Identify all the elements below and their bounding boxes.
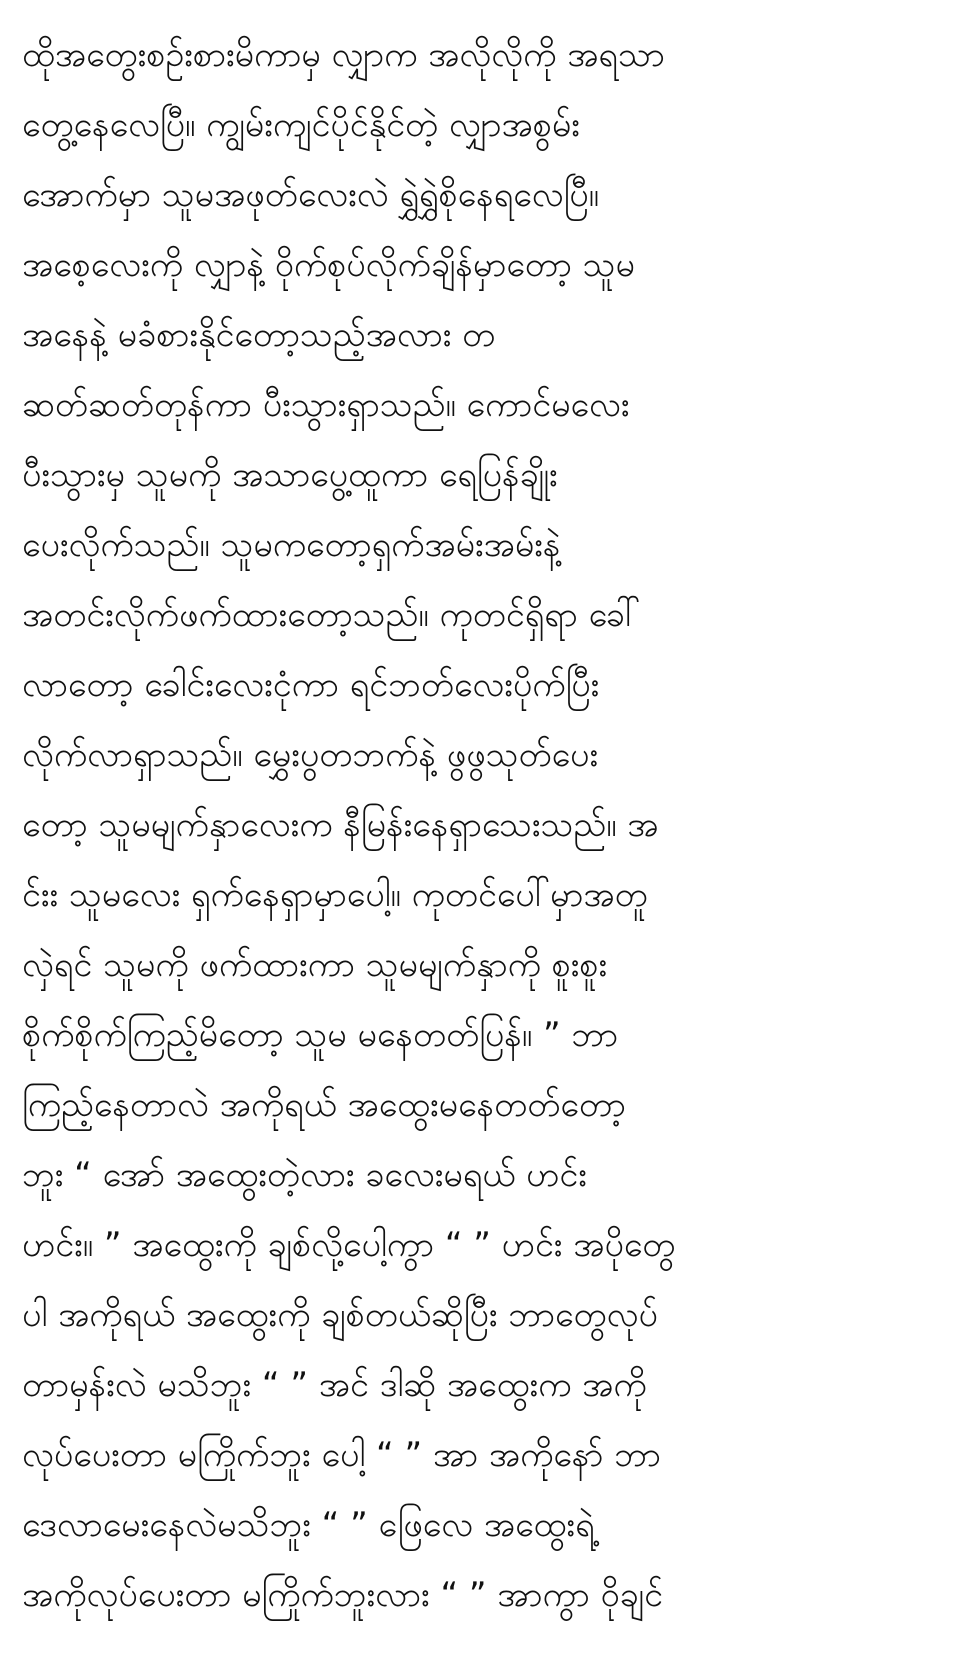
- text-line: ပီးသွားမှ သူမကို အသာပွေ့ထူကာ ရေပြန်ချိုး: [22, 455, 558, 495]
- text-line: လိုက်လာရှာသည်။ မွှေးပွတဘက်နဲ့ ဖွဖွသုတ်ပေး: [22, 735, 599, 775]
- text-line: ဒေလာမေးနေလဲမသိဘူး “ ” ဖြေလေ အထွေးရဲ့: [22, 1505, 595, 1545]
- text-line: အစေ့လေးကို လျှာနဲ့ ဝိုက်စုပ်လိုက်ချိန်မှာတော့ သူမ: [22, 245, 635, 285]
- text-line: ဟင်း။ ” အထွေးကို ချစ်လို့ပေါ့ကွာ “ ” ဟင်း အပိုတွေ: [22, 1225, 676, 1265]
- text-line: ဘူး “ အော် အထွေးတဲ့လား ခလေးမရယ် ဟင်း: [22, 1155, 587, 1195]
- text-line: စိုက်စိုက်ကြည့်မိတော့ သူမ မနေတတ်ပြန်။ ” ဘာ: [22, 1015, 619, 1055]
- story-text: [22, 20, 953, 1630]
- text-line: တွေ့နေလေပြီ။ ကျွမ်းကျင်ပိုင်နိုင်တဲ့ လျှာအစွမ်း: [22, 105, 580, 145]
- text-line: ထိုအတွေးစဉ်းစားမိကာမှ လျှာက အလိုလိုကို အရသာ: [22, 35, 665, 75]
- text-line: တာမှန်းလဲ မသိဘူး “ ” အင် ဒါဆို အထွေးက အကို: [22, 1365, 647, 1405]
- text-line: အတင်းလိုက်ဖက်ထားတော့သည်။ ကုတင်ရှိရာ ခေါ်: [22, 595, 641, 635]
- text-line: ဆတ်ဆတ်တုန်ကာ ပီးသွားရှာသည်။ ကောင်မလေး: [22, 385, 630, 425]
- text-line: ကြည့်နေတာလဲ အကိုရယ် အထွေးမနေတတ်တော့: [22, 1085, 626, 1125]
- text-line: အောက်မှာ သူမအဖုတ်လေးလဲ ရွှဲရွှဲစိုနေရလေပြီ။: [22, 175, 599, 215]
- text-line: ပါ အကိုရယ် အထွေးကို ချစ်တယ်ဆိုပြီး ဘာတွေလုပ်: [22, 1295, 658, 1335]
- text-line: ပေးလိုက်သည်။ သူမကတော့ရှက်အမ်းအမ်းနဲ့: [22, 525, 561, 565]
- text-line: အနေနဲ့ မခံစားနိုင်တော့သည့်အလား တ: [22, 315, 496, 355]
- text-line: လာတော့ ခေါင်းလေးငုံကာ ရင်ဘတ်လေးပိုက်ပြီး: [22, 665, 600, 705]
- text-line: င်းး သူမလေး ရှက်နေရှာမှာပေါ့။ ကုတင်ပေါ်မှာအတူ: [22, 875, 648, 915]
- text-line: လှဲရင် သူမကို ဖက်ထားကာ သူမမျက်နှာကို စူးစူး: [22, 945, 608, 985]
- text-line: အကိုလုပ်ပေးတာ မကြိုက်ဘူးလား “ ” အာကွာ ဝိုချင်: [22, 1575, 664, 1615]
- text-line: လုပ်ပေးတာ မကြိုက်ဘူး ပေါ့ “ ” အာ အကိုနော် ဘာ: [22, 1435, 661, 1475]
- text-line: တော့ သူမမျက်နှာလေးက နီမြန်းနေရှာသေးသည်။ အ: [22, 805, 659, 845]
